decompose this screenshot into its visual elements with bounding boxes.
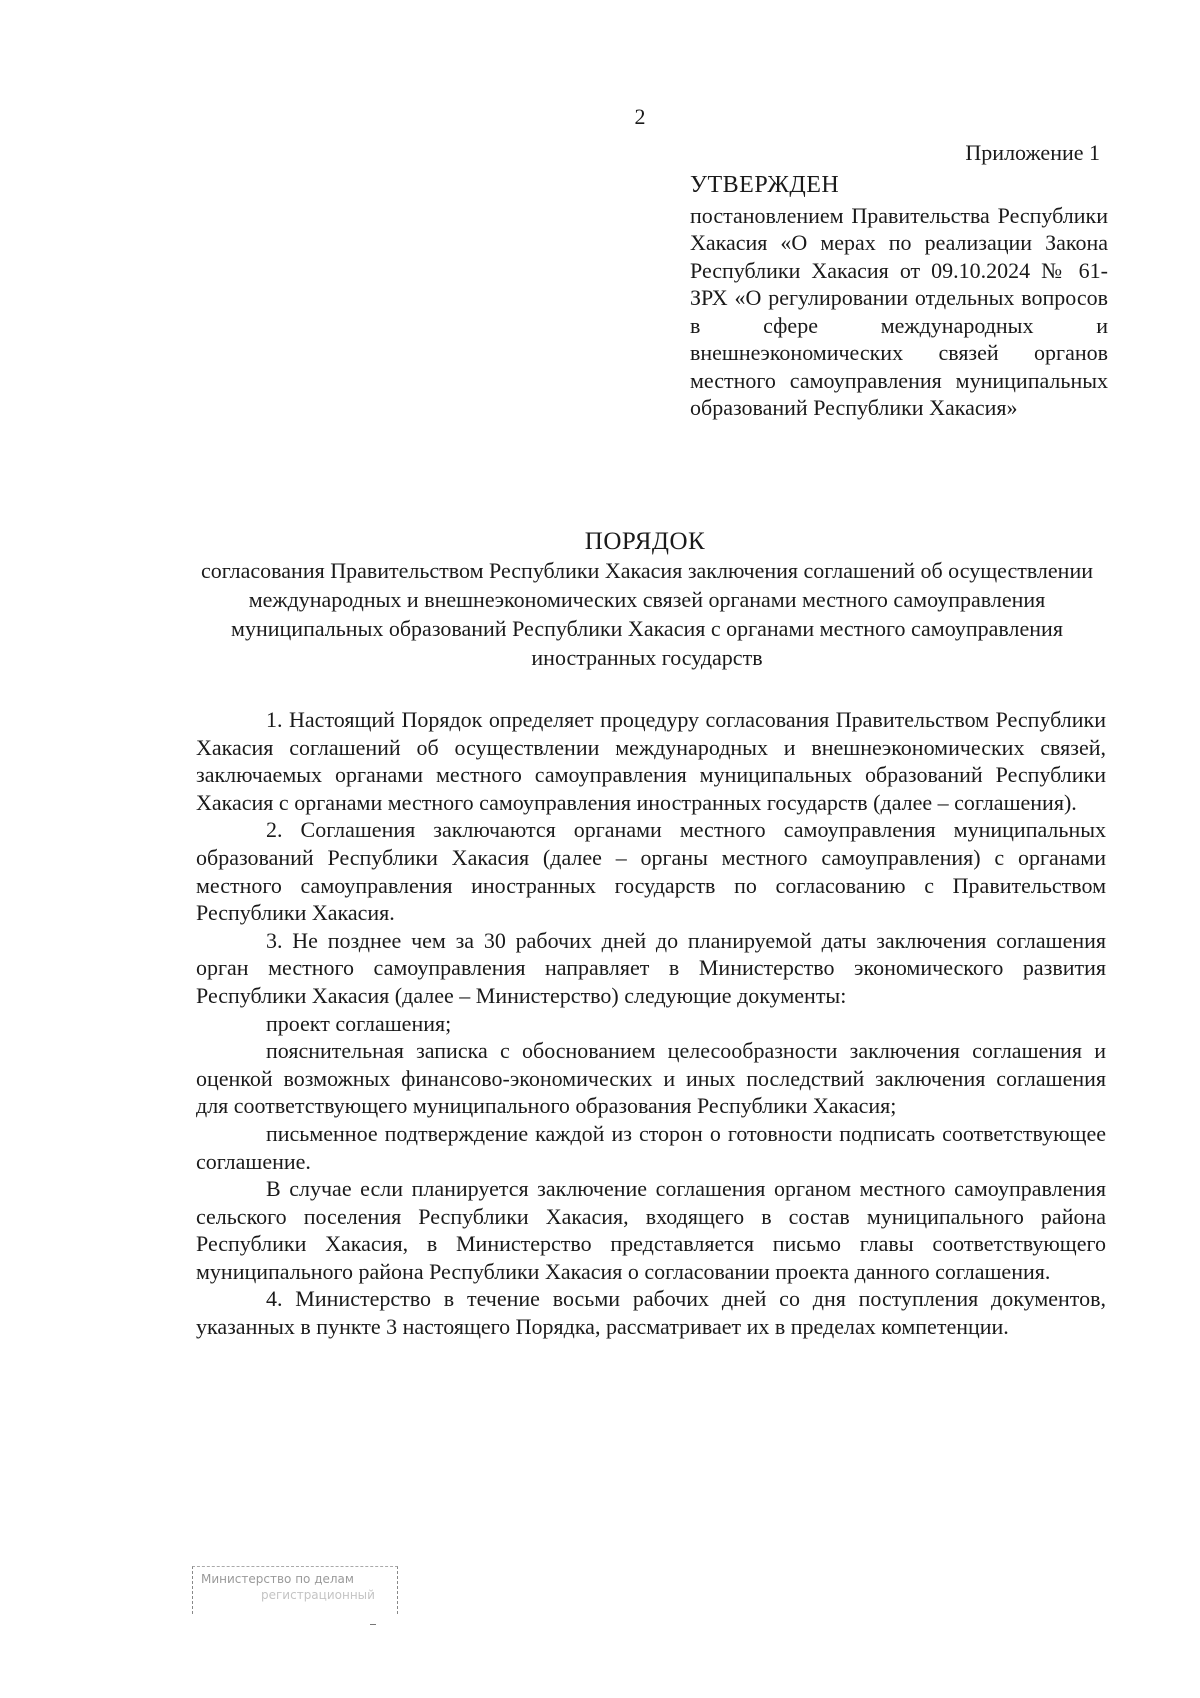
document-subtitle: согласования Правительством Республики Хакасия заключения соглашений об осуществлении международных и внешнеэкономических связей органами местного самоуправления муниципальных образований Республики Хакасия с органами местного самоуправления иностранных государств	[201, 558, 1093, 670]
document-title: ПОРЯДОК	[584, 528, 706, 555]
stamp-line-1: Министерство по делам	[201, 1572, 354, 1586]
document-body	[196, 706, 1106, 1341]
list-item-project: проект соглашения;	[266, 1010, 452, 1036]
paragraph-4: 4. Министерство в течение восьми рабочих дней со дня поступления документов, указанных в пункте 3 настоящего Порядка, рассматривает их в пределах компетенции.	[196, 1286, 1106, 1340]
stamp-line-2: регистрационный	[261, 1588, 375, 1602]
approval-text: постановлением Правительства Республики Хакасия «О мерах по реализации Закона Республики Хакасия от 09.10.2024 № 61-ЗРХ «О регулировании отдельных вопросов в сфере международных и внешнеэкономических связей органов местного самоуправления муниципальных образований Республики Хакасия»	[690, 202, 1108, 420]
paragraph-1: 1. Настоящий Порядок определяет процедуру согласования Правительством Республики Хакасия соглашений об осуществлении международных и внешнеэкономических связей, заключаемых органами местного самоуправления муниципальных образований Республики Хакасия с органами местного самоуправления иностранных государств (далее – соглашения).	[196, 707, 1106, 815]
paragraph-3: 3. Не позднее чем за 30 рабочих дней до планируемой даты заключения соглашения орган местного самоуправления направляет в Министерство экономического развития Республики Хакасия (далее – Министерство) следующие документы:	[196, 927, 1106, 1008]
page-number: 2	[634, 104, 646, 129]
stamp-tick-mark	[370, 1624, 376, 1625]
approval-title: УТВЕРЖДЕН	[690, 172, 840, 198]
list-item-confirmation: письменное подтверждение каждой из сторон о готовности подписать соответствующее соглашение.	[196, 1120, 1106, 1174]
paragraph-rural-settlement: В случае если планируется заключение соглашения органом местного самоуправления сельского поселения Республики Хакасия, входящего в состав муниципального района Республики Хакасия, в Министерство представляется письмо главы соответствующего муниципального района Республики Хакасия о согласовании проекта данного соглашения.	[196, 1176, 1106, 1284]
approval-block	[690, 172, 1108, 422]
paragraph-2: 2. Соглашения заключаются органами местного самоуправления муниципальных образований Республики Хакасия (далее – органы местного самоуправления) с органами местного самоуправления иностранных государств по согласованию с Правительством Республики Хакасия.	[196, 817, 1106, 926]
list-item-explanatory-note: пояснительная записка с обоснованием целесообразности заключения соглашения и оценкой возможных финансово-экономических и иных последствий заключения соглашения для соответствующего муниципального образования Республики Хакасия;	[196, 1038, 1106, 1119]
registration-stamp	[192, 1566, 398, 1614]
appendix-label: Приложение 1	[965, 140, 1100, 165]
